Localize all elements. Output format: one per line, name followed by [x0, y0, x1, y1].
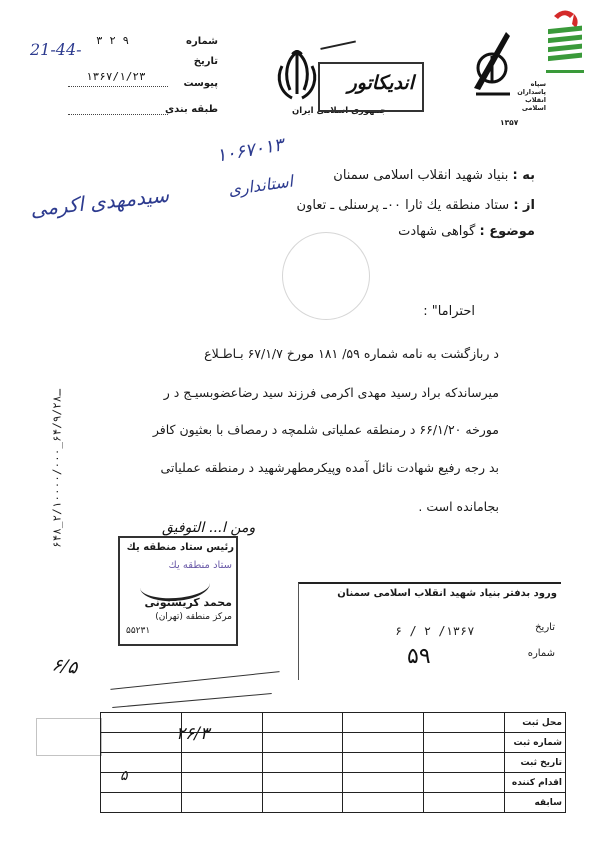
scribble-line: [112, 693, 271, 708]
subject-label: موضوع :: [479, 224, 535, 239]
hand-note-bottom: ۵: [120, 768, 128, 784]
intake-date-value: ۶ / ۲ /۱۳۶۷: [395, 624, 475, 638]
scribble-line: [36, 718, 102, 756]
to-row: [333, 168, 535, 183]
table-row: [101, 773, 566, 793]
body-line: د ربازگشت به نامه شماره ۵۹/ ۱۸۱ مورخ ۶۷/۱/۷ بـاطـلاع: [204, 346, 499, 361]
body-line: بجامانده است .: [418, 499, 499, 514]
hand-note-ref: ۲۶/۳: [176, 724, 210, 744]
registry-label: شماره ثبت: [505, 733, 566, 753]
registry-table: [100, 712, 566, 813]
body-line: مورخه ۶۶/۱/۲۰ د رمنطقه عملیاتی شلمچه د رمصاف با بعثیون کافر: [152, 422, 499, 437]
from-value: ستاد منطقه یك ثارا ۰۰ـ پرسنلی ـ تعاون: [296, 198, 510, 213]
registry-label: اقدام کننده: [505, 773, 566, 793]
faint-circular-stamp: [282, 232, 370, 320]
handwritten-number: ۱۰۶۷۰۱۳: [214, 134, 285, 167]
from-label: از :: [513, 198, 535, 213]
subject-value: گواهی شهادت: [398, 224, 476, 239]
indicator-stamp-text: اندیکاتور: [347, 72, 414, 94]
number-label: شماره: [186, 36, 218, 47]
iran-emblem-icon: [272, 46, 322, 106]
intake-number-value: ۵۹: [407, 644, 431, 669]
table-row: [101, 753, 566, 773]
date-label: تاریخ: [193, 56, 218, 67]
table-row: [101, 733, 566, 753]
guard-logo: [466, 28, 520, 110]
to-label: به :: [512, 168, 535, 183]
stamp-code: ۵۵۲۳۱: [126, 626, 151, 636]
salutation: احتراما" :: [423, 304, 475, 319]
scribble-line: [110, 671, 279, 690]
dotted-rule: [68, 114, 168, 115]
body-line: بد رجه رفیع شهادت نائل آمده وپیکرمطهرشهید د رمنطقه عملیاتی: [160, 460, 499, 475]
registry-label: سابقه: [505, 793, 566, 813]
iran-emblem: [272, 46, 322, 106]
closing-text: ومن ا... التوفیق: [162, 520, 256, 536]
dotted-rule: [68, 86, 168, 87]
attachment-label: پیوست: [183, 78, 218, 89]
handwritten-name: سیدمهدی اکرمی: [29, 182, 171, 222]
guard-logo-year: ۱۳۵۷: [500, 118, 519, 127]
from-row: [297, 198, 535, 213]
stamp-line3: مرکز منطقه (تهران): [155, 612, 232, 622]
registry-label: تاریخ ثبت: [505, 753, 566, 773]
signature-stamp: [118, 536, 238, 646]
guard-logo-caption: سپاه پاسداران انقلاب اسلامی: [517, 80, 546, 112]
date-value: ۱۳۶۷/۱/۲۳: [86, 70, 146, 83]
stamp-name: محمد کریستونی: [144, 596, 232, 609]
table-row: [101, 713, 566, 733]
foundation-logo-icon: [540, 6, 590, 78]
registry-label: محل ثبت: [505, 713, 566, 733]
classification-label: طبقه بندی: [164, 104, 218, 115]
intake-stamp-title: ورود بدفتر بنیاد شهید انقلاب اسلامی سمنان: [337, 588, 557, 599]
subject-row: [398, 224, 535, 239]
intake-date-label: تاریخ: [535, 622, 555, 633]
intake-number-label: شماره: [527, 648, 555, 659]
signature-title: رئیس ستاد منطقه یك: [126, 542, 234, 553]
margin-note: ۶۴۸_۲/۱۰ـ۶۴/۹/۲۸_۰۰۰/۰۰۰: [50, 389, 64, 548]
hand-note-left: ۶/۵: [50, 654, 79, 679]
number-value: ۳ ۲ ۹: [96, 34, 130, 47]
indicator-stamp: [318, 62, 424, 112]
table-row: [101, 793, 566, 813]
emblem-caption: جمهوری اسلامی ایران: [292, 106, 387, 116]
body-line: میرساندکه براد رسید مهدی اکرمی فرزند سید رضاعضوبسیـج د ر: [163, 385, 499, 400]
stamp-line1: ستاد منطقه یك: [168, 560, 232, 571]
handwritten-to: استانداری: [226, 171, 295, 200]
handwritten-ref: 21-44-: [30, 40, 82, 59]
intake-stamp: [298, 582, 561, 680]
guard-logo-icon: [466, 28, 520, 110]
foundation-logo: [540, 6, 590, 78]
to-value: بنیاد شهید انقلاب اسلامی سمنان: [333, 168, 509, 183]
